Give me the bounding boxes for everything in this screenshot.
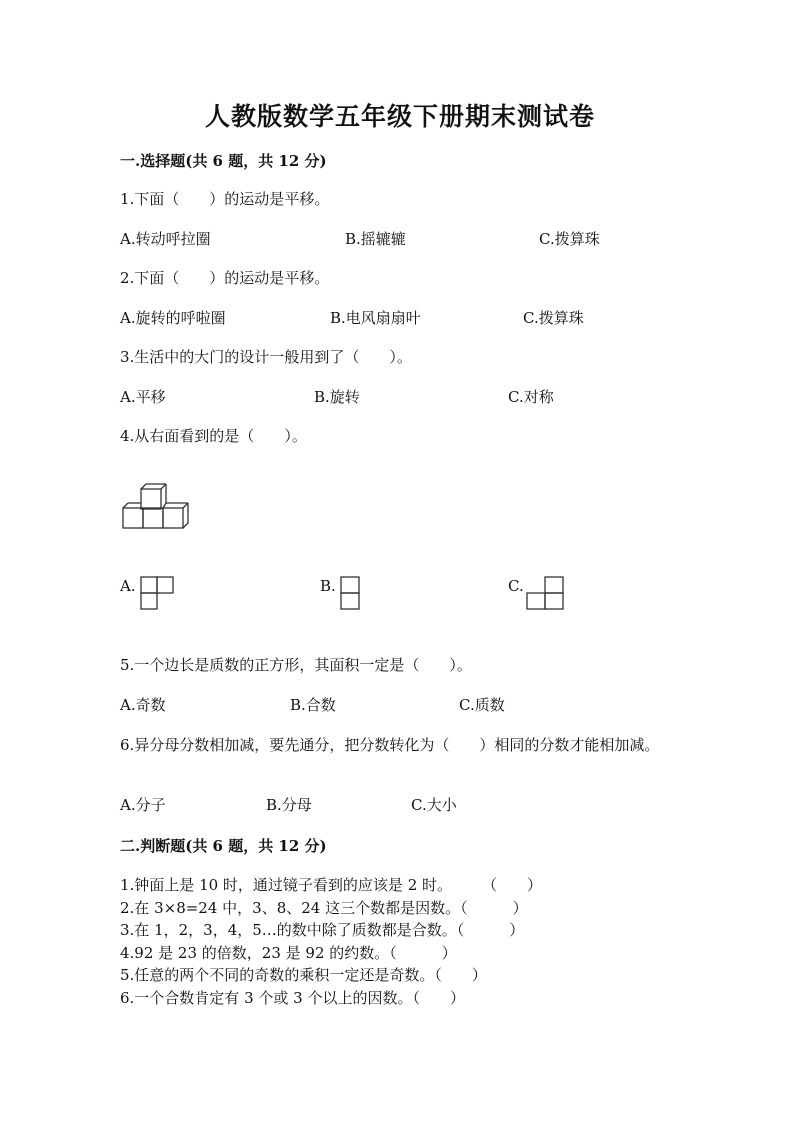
q4-option-b[interactable]: B. [320,577,336,595]
question-6: 6.异分母分数相加减，要先通分，把分数转化为（ ）相同的分数才能相加减。 [120,736,660,754]
question-5: 5.一个边长是质数的正方形，其面积一定是（ ）。 [120,656,472,674]
q5-option-c[interactable]: C.质数 [459,696,505,714]
q5-option-b[interactable]: B.合数 [290,696,336,714]
section-heading-choice: 一.选择题(共 6 题，共 12 分) [120,152,327,170]
q3-option-c[interactable]: C.对称 [508,388,554,406]
cube-stack-figure [122,481,188,530]
q2-option-b[interactable]: B.电风扇扇叶 [330,309,421,327]
q3-option-a[interactable]: A.平移 [120,388,166,406]
q5-option-a[interactable]: A.奇数 [120,696,166,714]
view-c-figure [526,576,564,610]
judge-item-6: 6.一个合数肯定有 3 个或 3 个以上的因数。（ ） [120,988,465,1007]
q1-option-c[interactable]: C.拨算珠 [539,230,600,248]
question-3: 3.生活中的大门的设计一般用到了（ ）。 [120,348,412,366]
judge-item-1: 1.钟面上是 10 时，通过镜子看到的应该是 2 时。 （ ） [120,876,543,894]
page-title: 人教版数学五年级下册期末测试卷 [204,102,595,131]
q4-option-c[interactable]: C. [508,577,524,595]
q4-option-a[interactable]: A. [120,577,136,595]
question-4: 4.从右面看到的是（ ）。 [120,427,307,445]
question-2: 2.下面（ ）的运动是平移。 [120,269,330,287]
q2-option-c[interactable]: C.拨算珠 [523,309,584,327]
q1-option-a[interactable]: A.转动呼拉圈 [120,230,211,248]
view-b-figure [340,576,360,610]
q1-option-b[interactable]: B.摇辘辘 [345,230,406,248]
view-a-figure [140,576,174,610]
q3-option-b[interactable]: B.旋转 [314,388,360,406]
judge-item-2: 2.在 3×8=24 中，3、8、24 这三个数都是因数。（ ） [120,898,528,917]
judge-item-4: 4.92 是 23 的倍数，23 是 92 的约数。（ ） [120,943,457,962]
judge-list [120,874,542,1009]
judge-item-5: 5.任意的两个不同的奇数的乘积一定还是奇数。（ ） [120,966,487,984]
q6-option-c[interactable]: C.大小 [411,796,457,814]
q6-option-a[interactable]: A.分子 [120,796,166,814]
section-heading-judge: 二.判断题(共 6 题，共 12 分) [120,837,327,855]
question-1: 1.下面（ ）的运动是平移。 [120,190,330,208]
q2-option-a[interactable]: A.旋转的呼啦圈 [120,309,226,327]
q6-option-b[interactable]: B.分母 [266,796,312,814]
judge-item-3: 3.在 1，2，3，4，5…的数中除了质数都是合数。（ ） [120,921,525,939]
